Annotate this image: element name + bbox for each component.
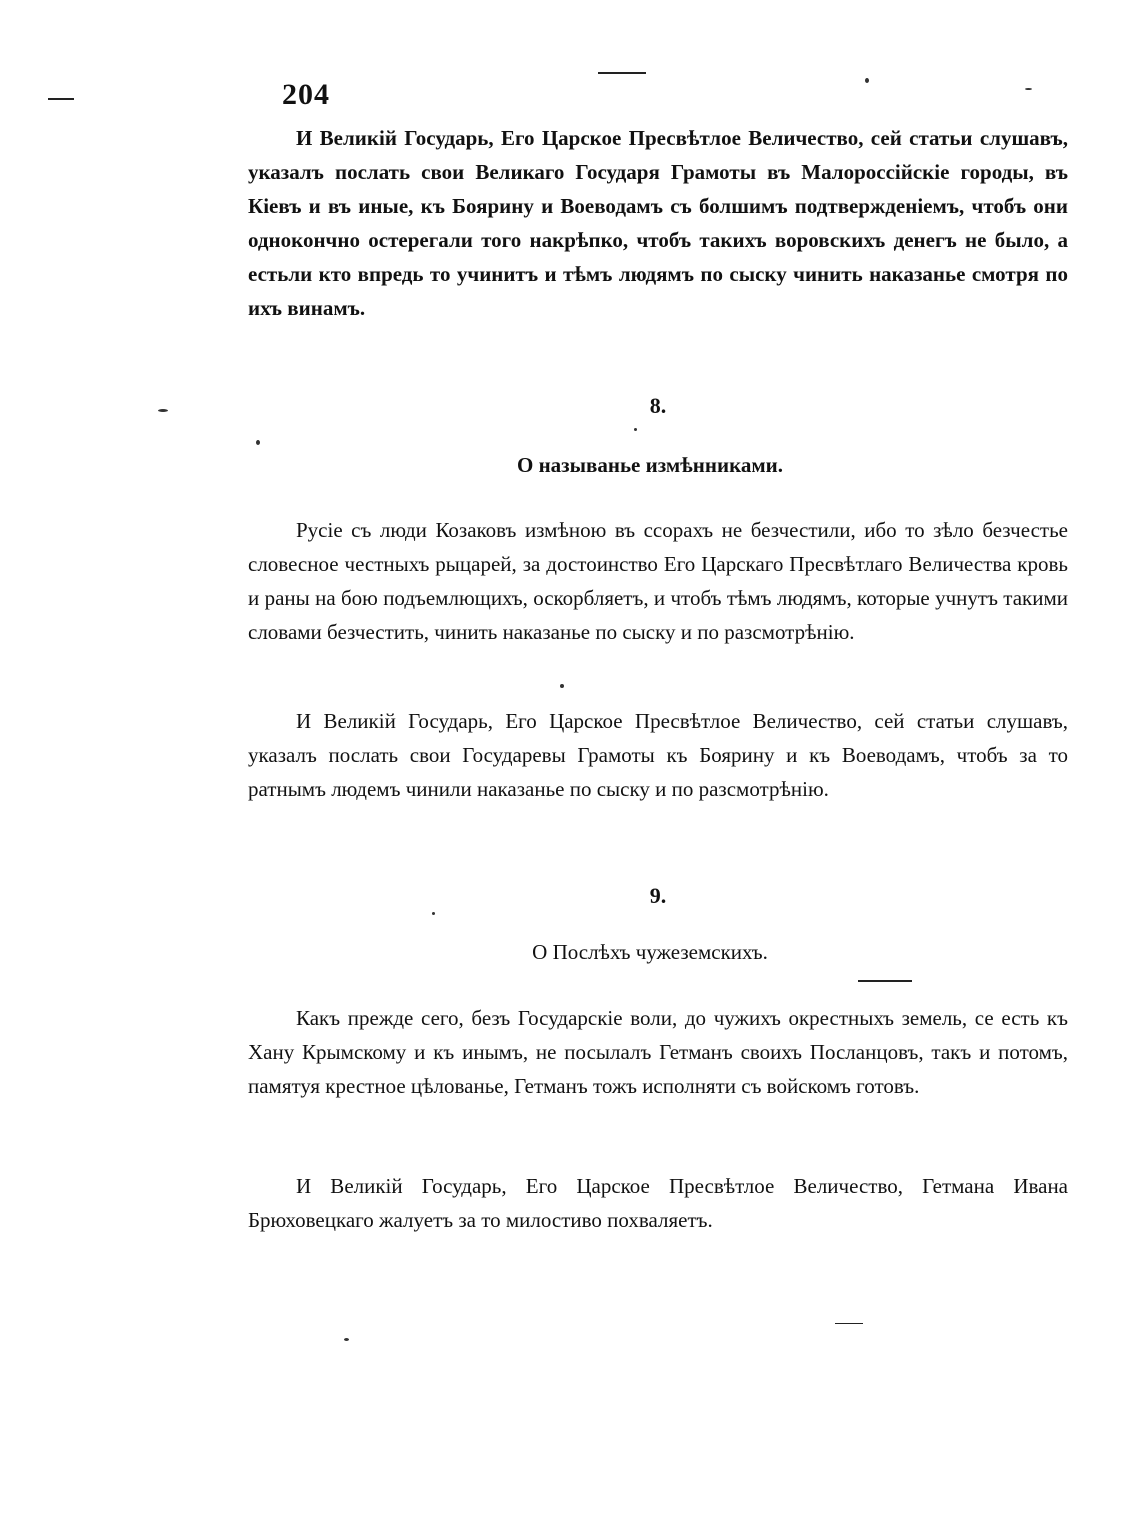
margin-mark bbox=[48, 98, 74, 100]
ink-speck bbox=[256, 440, 260, 445]
section-title-9: О Послѣхъ чужеземскихъ. bbox=[532, 940, 768, 964]
page-number: 204 bbox=[282, 78, 330, 111]
ink-speck bbox=[344, 1338, 349, 1341]
ink-speck bbox=[634, 428, 637, 431]
section-number-9: 9. bbox=[649, 883, 667, 908]
section-divider bbox=[858, 980, 912, 982]
ink-speck bbox=[432, 912, 435, 915]
paragraph-5: И Великій Государь, Его Царское Пресвѣтлое Величество, Гетмана Ивана Брюховецкаго жалуетъ за то милостиво похваляетъ. bbox=[248, 1174, 1068, 1232]
ink-speck bbox=[560, 684, 564, 688]
paragraph-4: Какъ прежде сего, безъ Государскіе воли, до чужихъ окрестныхъ земель, се есть къ Хану Крымскому и къ инымъ, не посылалъ Гетманъ своихъ Посланцовъ, такъ и потомъ, памятуя крестное цѣлованье, Гетманъ тожъ исполняти съ войскомъ готовъ. bbox=[248, 1006, 1068, 1098]
paragraph-2: Русіе съ люди Козаковъ измѣною въ ссорахъ не безчестили, ибо то зѣло безчестье словесное честныхъ рыцарей, за достоинство Его Царскаго Пресвѣтлаго Величества кровь и раны на бою подъемлющихъ, оскорбляетъ, и чтобъ тѣмъ людямъ, которые учнутъ такими словами безчестить, чинить наказанье по сыску и по разсмотрѣнію. bbox=[248, 518, 1068, 644]
top-rule-mark bbox=[598, 72, 646, 74]
section-number-8: 8. bbox=[649, 393, 667, 418]
ink-speck bbox=[865, 78, 869, 83]
ink-speck bbox=[158, 409, 168, 412]
section-title-8: О называнье измѣнниками. bbox=[516, 453, 784, 477]
paragraph-3: И Великій Государь, Его Царское Пресвѣтлое Величество, сей статьи слушавъ, указалъ послать свои Государевы Грамоты къ Боярину и къ Воеводамъ, чтобъ за то ратнымъ людемъ чинили наказанье по сыску и по разсмотрѣнію. bbox=[248, 709, 1068, 801]
ink-speck bbox=[1025, 88, 1032, 90]
ink-speck bbox=[835, 1323, 863, 1324]
paragraph-1: И Великій Государь, Его Царское Пресвѣтлое Величество, сей статьи слушавъ, указалъ послать свои Великаго Государя Грамоты въ Малороссійскіе городы, въ Кіевъ и въ иные, къ Боярину и Воеводамъ съ болшимъ подтвержденіемъ, чтобъ они однокончно остерегали того накрѣпко, чтобъ такихъ воровскихъ денегъ не было, а естьли кто впредь то учинитъ и тѣмъ людямъ по сыску чинить наказанье смотря по ихъ винамъ. bbox=[248, 126, 1068, 320]
